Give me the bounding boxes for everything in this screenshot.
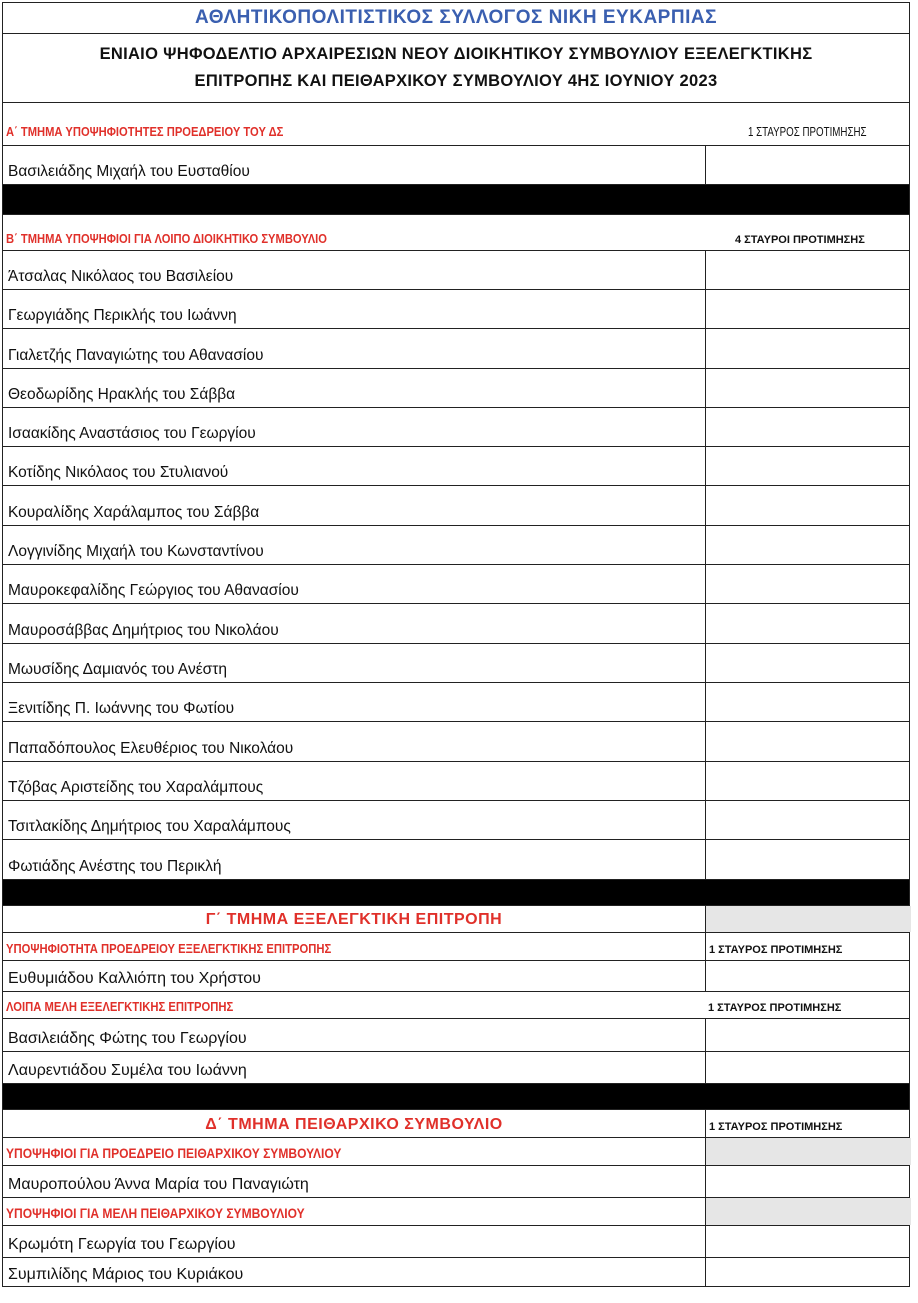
section-c-president-preference-cell [705,933,911,960]
candidate-row [3,446,909,485]
vote-box[interactable] [705,1052,911,1083]
vote-box[interactable] [705,801,911,839]
candidate-row [3,145,909,184]
section-d-members-heading: ΥΠΟΨΗΦΙΟΙ ΓΙΑ ΜΕΛΗ ΠΕΙΘΑΡΧΙΚΟΥ ΣΥΜΒΟΥΛΙΟΥ [6,1205,305,1221]
vote-box[interactable] [705,369,911,407]
vote-box[interactable] [705,604,911,643]
candidate-name: Λαυρεντιάδου Συμέλα του Ιωάννη [8,1062,247,1079]
candidate-row [3,564,909,603]
separator-bar [3,1083,909,1109]
section-d-preference-cell [705,1110,911,1137]
candidate-name: Ξενιτίδης Π. Ιωάννης του Φωτίου [8,700,235,717]
section-b-preference: 4 ΣΤΑΥΡΟΙ ΠΡΟΤΙΜΗΣΗΣ [735,234,865,246]
title-line-1: ΕΝΙΑΙΟ ΨΗΦΟΔΕΛΤΙΟ ΑΡΧΑΙΡΕΣΙΩΝ ΝΕΟΥ ΔΙΟΙΚΗΤΙΚΟΥ ΣΥΜΒΟΥΛΙΟΥ ΕΞΕΛΕΓΚΤΙΚΗΣ [99,45,813,63]
candidate-row [3,960,909,991]
candidate-name: Κοτίδης Νικόλαος του Στυλιανού [8,464,229,481]
section-c-grey-cell [705,906,911,932]
ballot-sheet [2,2,910,1287]
candidate-row [3,250,909,289]
candidate-name: Γιαλετζής Παναγιώτης του Αθανασίου [8,347,264,364]
section-c-president-heading-row [3,932,909,960]
candidate-name: Μαυροπούλου Άννα Μαρία του Παναγιώτη [8,1176,309,1193]
candidate-row [3,603,909,643]
candidate-row [3,525,909,564]
candidate-name: Γεωργιάδης Περικλής του Ιωάννη [8,307,237,324]
vote-box[interactable] [705,447,911,485]
section-d-heading: Δ΄ ΤΜΗΜΑ ΠΕΙΘΑΡΧΙΚΟ ΣΥΜΒΟΥΛΙΟ [205,1116,503,1133]
candidate-row [3,1018,909,1051]
candidate-name: Μαυροκεφαλίδης Γεώργιος του Αθανασίου [8,582,299,599]
vote-box[interactable] [705,526,911,564]
candidate-name: Μωυσίδης Δαμιανός του Ανέστη [8,661,227,678]
candidate-name: Ισαακίδης Αναστάσιος του Γεωργίου [8,425,256,442]
candidate-name: Φωτιάδης Ανέστης του Περικλή [8,858,222,875]
section-c-members-heading: ΛΟΙΠΑ ΜΕΛΗ ΕΞΕΛΕΓΚΤΙΚΗΣ ΕΠΙΤΡΟΠΗΣ [6,1000,234,1014]
candidate-name: Μαυροσάββας Δημήτριος του Νικολάου [8,622,279,639]
title-line-2: ΕΠΙΤΡΟΠΗΣ ΚΑΙ ΠΕΙΘΑΡΧΙΚΟΥ ΣΥΜΒΟΥΛΙΟΥ 4ΗΣ ΙΟΥΝΙΟΥ 2023 [194,72,718,90]
section-d-preference: 1 ΣΤΑΥΡΟΣ ΠΡΟΤΙΜΗΣΗΣ [709,1121,843,1133]
candidate-row [3,1051,909,1083]
candidate-row [3,643,909,682]
candidate-row [3,485,909,525]
candidate-row [3,682,909,721]
candidate-row [3,1225,909,1257]
section-d-president-heading: ΥΠΟΨΗΦΙΟΙ ΓΙΑ ΠΡΟΕΔΡΕΙΟ ΠΕΙΘΑΡΧΙΚΟΥ ΣΥΜΒΟΥΛΙΟΥ [6,1145,342,1161]
section-d-grey-cell [705,1138,911,1165]
section-b-heading-row [3,214,909,250]
candidate-name: Τσιτλακίδης Δημήτριος του Χαραλάμπους [8,818,291,835]
candidate-row [3,1257,909,1287]
section-c-president-preference: 1 ΣΤΑΥΡΟΣ ΠΡΟΤΙΜΗΣΗΣ [709,944,843,956]
candidate-row [3,800,909,839]
vote-box[interactable] [705,722,911,761]
club-header [3,2,909,33]
separator-bar [3,184,909,214]
vote-box[interactable] [705,1166,911,1197]
candidate-name: Τζόβας Αριστείδης του Χαραλάμπους [8,779,264,796]
candidate-row [3,1165,909,1197]
section-b-heading: Β΄ ΤΜΗΜΑ ΥΠΟΨΗΦΙΟΙ ΓΙΑ ΛΟΙΠΟ ΔΙΟΙΚΗΤΙΚΟ ΣΥΜΒΟΥΛΙΟ [6,231,327,246]
candidate-row [3,839,909,879]
candidate-row [3,368,909,407]
candidate-row [3,721,909,761]
candidate-name: Κουραλίδης Χαράλαμπος του Σάββα [8,504,260,521]
vote-box[interactable] [705,565,911,603]
separator-bar [3,879,909,905]
candidate-row [3,328,909,368]
section-d-president-heading-row [3,1137,909,1165]
section-c-members-preference: 1 ΣΤΑΥΡΟΣ ΠΡΟΤΙΜΗΣΗΣ [708,1002,842,1014]
section-a-heading-row [3,102,909,145]
section-a-preference: 1 ΣΤΑΥΡΟΣ ΠΡΟΤΙΜΗΣΗΣ [748,125,867,139]
vote-box[interactable] [705,329,911,368]
candidate-name: Συμπιλίδης Μάριος του Κυριάκου [8,1266,244,1283]
section-c-members-preference-cell [705,992,911,1018]
candidate-name: Θεοδωρίδης Ηρακλής του Σάββα [8,386,236,403]
candidate-row [3,289,909,328]
candidate-name: Κρωμότη Γεωργία του Γεωργίου [8,1236,236,1253]
candidate-row [3,761,909,800]
section-b-preference-cell [705,215,911,250]
candidate-name: Βασιλειάδης Φώτης του Γεωργίου [8,1030,247,1047]
candidate-row [3,407,909,446]
candidate-name: Βασιλειάδης Μιχαήλ του Ευσταθίου [8,163,250,180]
candidate-name: Άτσαλας Νικόλαος του Βασιλείου [8,268,234,285]
ballot-title [3,33,909,102]
vote-box[interactable] [705,683,911,721]
vote-box[interactable] [705,1258,911,1287]
vote-box[interactable] [705,840,911,879]
section-c-heading-row [3,905,909,932]
vote-box[interactable] [705,1226,911,1257]
section-d-grey-cell [705,1198,911,1225]
section-c-heading: Γ΄ ΤΜΗΜΑ ΕΞΕΛΕΓΚΤΙΚΗ ΕΠΙΤΡΟΠΗ [205,911,503,928]
vote-box[interactable] [705,762,911,800]
candidate-name: Παπαδόπουλος Ελευθέριος του Νικολάου [8,740,294,757]
vote-box[interactable] [705,146,911,184]
section-c-president-heading: ΥΠΟΨΗΦΙΟΤΗΤΑ ΠΡΟΕΔΡΕΙΟΥ ΕΞΕΛΕΓΚΤΙΚΗΣ ΕΠΙΤΡΟΠΗΣ [6,942,332,956]
vote-box[interactable] [705,644,911,682]
section-d-members-heading-row [3,1197,909,1225]
vote-box[interactable] [705,1019,911,1051]
section-c-members-heading-row [3,991,909,1018]
section-d-heading-row [3,1109,909,1137]
candidate-name: Ευθυμιάδου Καλλιόπη του Χρήστου [8,970,261,987]
vote-box[interactable] [705,961,911,991]
vote-box[interactable] [705,486,911,525]
candidate-name: Λογγινίδης Μιχαήλ του Κωνσταντίνου [8,543,264,560]
vote-box[interactable] [705,290,911,328]
section-a-heading: Α΄ ΤΜΗΜΑ ΥΠΟΨΗΦΙΟΤΗΤΕΣ ΠΡΟΕΔΡΕΙΟΥ ΤΟΥ ΔΣ [6,124,284,139]
club-name: ΑΘΛΗΤΙΚΟΠΟΛΙΤΙΣΤΙΚΟΣ ΣΥΛΛΟΓΟΣ ΝΙΚΗ ΕΥΚΑΡΠΙΑΣ [195,7,717,28]
vote-box[interactable] [705,408,911,446]
vote-box[interactable] [705,251,911,289]
